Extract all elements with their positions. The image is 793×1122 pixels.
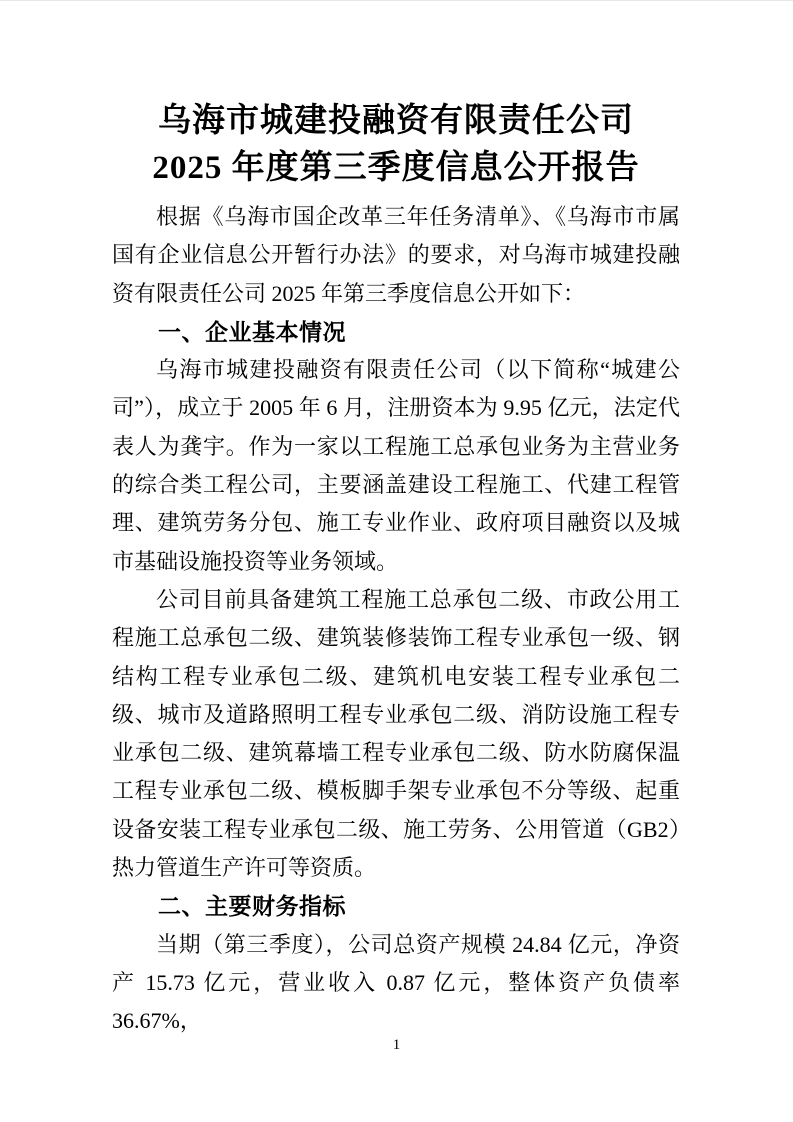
financial-indicators-paragraph: 当期（第三季度），公司总资产规模 24.84 亿元，净资产 15.73 亿元，营业收入 0.87 亿元，整体资产负债率 36.67%， <box>112 931 680 1034</box>
document-title-line1: 乌海市城建投融资有限责任公司 <box>158 103 634 139</box>
company-overview-paragraph: 乌海市城建投融资有限责任公司（以下简称“城建公司”），成立于 2005 年 6 月，注册资本为 9.95 亿元，法定代表人为龚宇。作为一家以工程施工总承包业务为主营业务的综合类工程公司，主要涵盖建设工程施工、代建工程管理、建筑劳务分包、施工专业作业、政府项目融资以及城市基础设施投资等业务领域。 <box>112 357 680 574</box>
page-number-footer: 1 <box>392 1037 401 1053</box>
qualifications-paragraph: 公司目前具备建筑工程施工总承包二级、市政公用工程施工总承包二级、建筑装修装饰工程专业承包一级、钢结构工程专业承包二级、建筑机电安装工程专业承包二级、城市及道路照明工程专业承包二级、消防设施工程专业承包二级、建筑幕墙工程专业承包二级、防水防腐保温工程专业承包二级、模板脚手架专业承包不分等级、起重设备安装工程专业承包二级、施工劳务、公用管道（GB2）热力管道生产许可等资质。 <box>112 586 680 881</box>
page-content <box>112 98 680 1041</box>
section-heading-company-basics: 一、企业基本情况 <box>158 318 346 345</box>
document-title-line2: 2025 年度第三季度信息公开报告 <box>152 150 640 186</box>
document-body <box>112 198 680 1041</box>
intro-paragraph: 根据《乌海市国企改革三年任务清单》、《乌海市市属国有企业信息公开暂行办法》的要求，对乌海市城建投融资有限责任公司 2025 年第三季度信息公开如下： <box>112 204 680 306</box>
document-title <box>112 98 680 192</box>
section-heading-financial-indicators: 二、主要财务指标 <box>158 893 346 920</box>
